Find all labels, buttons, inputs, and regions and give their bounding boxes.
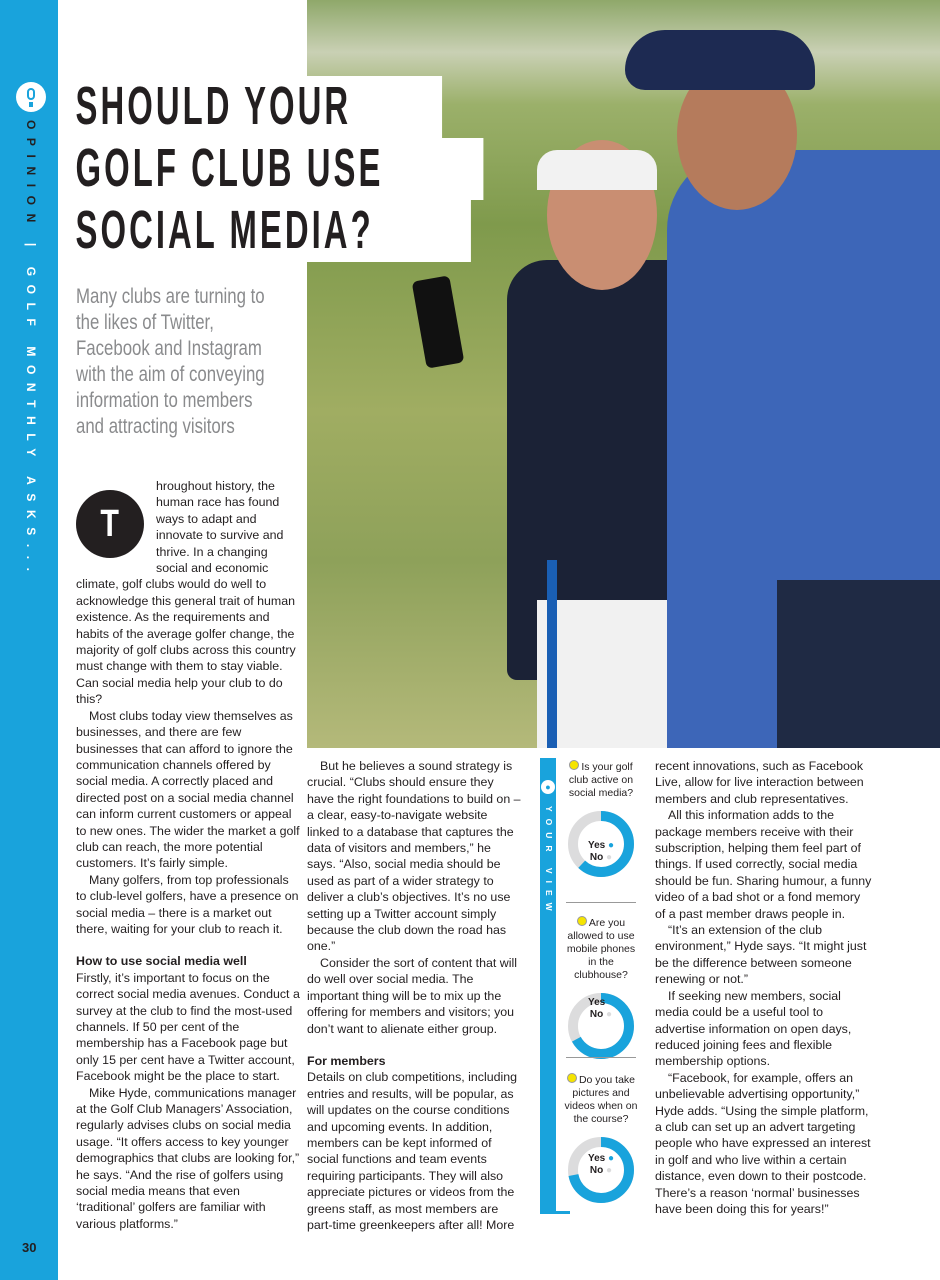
paragraph: All this information adds to the package members receive with their subscription, helping them feel part of things. If used correctly, social media should be fun. Sharing humour, a funny video of a bad shot or a fond memory of a past member draws people in.	[655, 808, 872, 921]
headline-line: SOCIAL MEDIA?	[73, 200, 378, 260]
poll-2	[562, 916, 640, 1060]
subheading: How to use social media well	[76, 954, 247, 969]
divider	[566, 902, 636, 903]
paragraph: Firstly, it’s important to focus on the correct social media avenues. Conduct a survey at the club to find the most-used channels. If 50 per cent of the membership has a Facebook page but only 15 per cent have a Twitter account, Facebook might be the place to start.	[76, 970, 300, 1084]
paragraph: Mike Hyde, communications manager at the Golf Club Managers’ Association, regularly advises clubs on social media usage. “It offers access to key younger demographics that clubs are looking for,” he says. “And the rise of golfers using social media means that even ‘traditional’ golfers are familiar with various platforms.”	[76, 1085, 300, 1231]
article-column-3	[655, 758, 873, 1217]
bullet-icon	[577, 916, 587, 926]
paragraph: Details on club competitions, including entries and results, will be popular, as will updates on the course conditions and upcoming events. In addition, members can be kept informed of social functions and team events requiring participants. They will also appreciate pictures or videos from the greens staff, as most members are part-time greenkeepers after all! More	[307, 1070, 518, 1232]
page-number: 30	[22, 1240, 37, 1255]
poll-question: Is your golf club active on social media?	[568, 761, 634, 799]
bullet-icon	[569, 760, 579, 770]
donut-legend: Yes ● No ●	[587, 840, 615, 863]
headline-line: SHOULD YOUR	[73, 76, 356, 136]
section-sidebar	[0, 0, 58, 1280]
article-column-1	[76, 478, 300, 1232]
your-view-label: YOUR VIEW	[544, 806, 554, 918]
headline-line: GOLF CLUB USE	[73, 138, 388, 198]
twitter-bird-icon: ●	[541, 780, 555, 794]
headline	[70, 76, 940, 262]
poll-question: Are you allowed to use mobile phones in the clubhouse?	[566, 917, 636, 981]
subheading: For members	[307, 1053, 386, 1068]
divider	[566, 1057, 636, 1058]
section-label: OPINION | GOLF MONTHLY ASKS...	[24, 120, 38, 580]
paragraph: Most clubs today view themselves as businesses, and there are few businesses that can afford to ignore the communication channels offered by social media. A correctly placed and directed post on a social media channel can inform current customers or appeal to new ones. The wider the market a golf club can reach, the more potential customers. It’s fairly simple.	[76, 708, 300, 871]
standfirst: Many clubs are turning to the likes of Twitter, Facebook and Instagram with the aim of conveying information to members and attracting visitors	[76, 285, 265, 438]
paragraph: “Facebook, for example, offers an unbelievable advertising opportunity,” Hyde adds. “Using the simple platform, a club can set up an advert targeting people who have expressed an interest in golf and who live within a certain distance, even down to their postcode. There’s a reason ‘normal’ businesses have been doing this for years!”	[655, 1070, 871, 1216]
paragraph: “It’s an extension of the club environment,” Hyde says. “It might just be the difference between someone renewing or not.”	[655, 923, 867, 987]
donut-legend: Yes ● No ●	[587, 1153, 615, 1176]
your-view-base	[540, 1211, 570, 1214]
paragraph: recent innovations, such as Facebook Live, allow for live interaction between members and club representatives.	[655, 759, 864, 806]
donut-legend: Yes ● No ●	[587, 997, 615, 1020]
bullet-icon	[567, 1073, 577, 1083]
microphone-icon	[16, 82, 46, 112]
drop-cap: T	[76, 490, 144, 558]
poll-1	[562, 760, 640, 878]
paragraph: If seeking new members, social media could be a useful tool to advertise information on open days, reduced joining fees and flexible membership options.	[655, 988, 852, 1069]
paragraph: hroughout history, the human race has found ways to adapt and innovate to survive and thrive. In a changing social and economic climate, golf clubs would do well to acknowledge this general trait of human existence. As the requirements and habits of the average golfer change, the majority of golf clubs across this country must change with them to stay viable. Can social media help your club to do this?	[76, 479, 296, 707]
poll-question: Do you take pictures and videos when on the course?	[564, 1074, 638, 1125]
paragraph: Consider the sort of content that will do well over social media. The important thing will be to mix up the offering for members and visitors; you don’t want to alienate either group.	[307, 955, 517, 1036]
article-column-2	[307, 758, 523, 1233]
paragraph: But he believes a sound strategy is crucial. “Clubs should ensure they have the right foundations to build on – a clear, easy-to-navigate website linked to a database that captures the data of visitors and members,” he says. “Also, social media should be used as part of a wider strategy to deliver a club’s objectives. It’s no use setting up a Twitter account simply because the club down the road has one.”	[307, 759, 521, 954]
poll-3	[562, 1073, 640, 1204]
paragraph: Many golfers, from top professionals to club-level golfers, have a presence on social media – there is a market out there, waiting for your club to reach it.	[76, 872, 299, 936]
